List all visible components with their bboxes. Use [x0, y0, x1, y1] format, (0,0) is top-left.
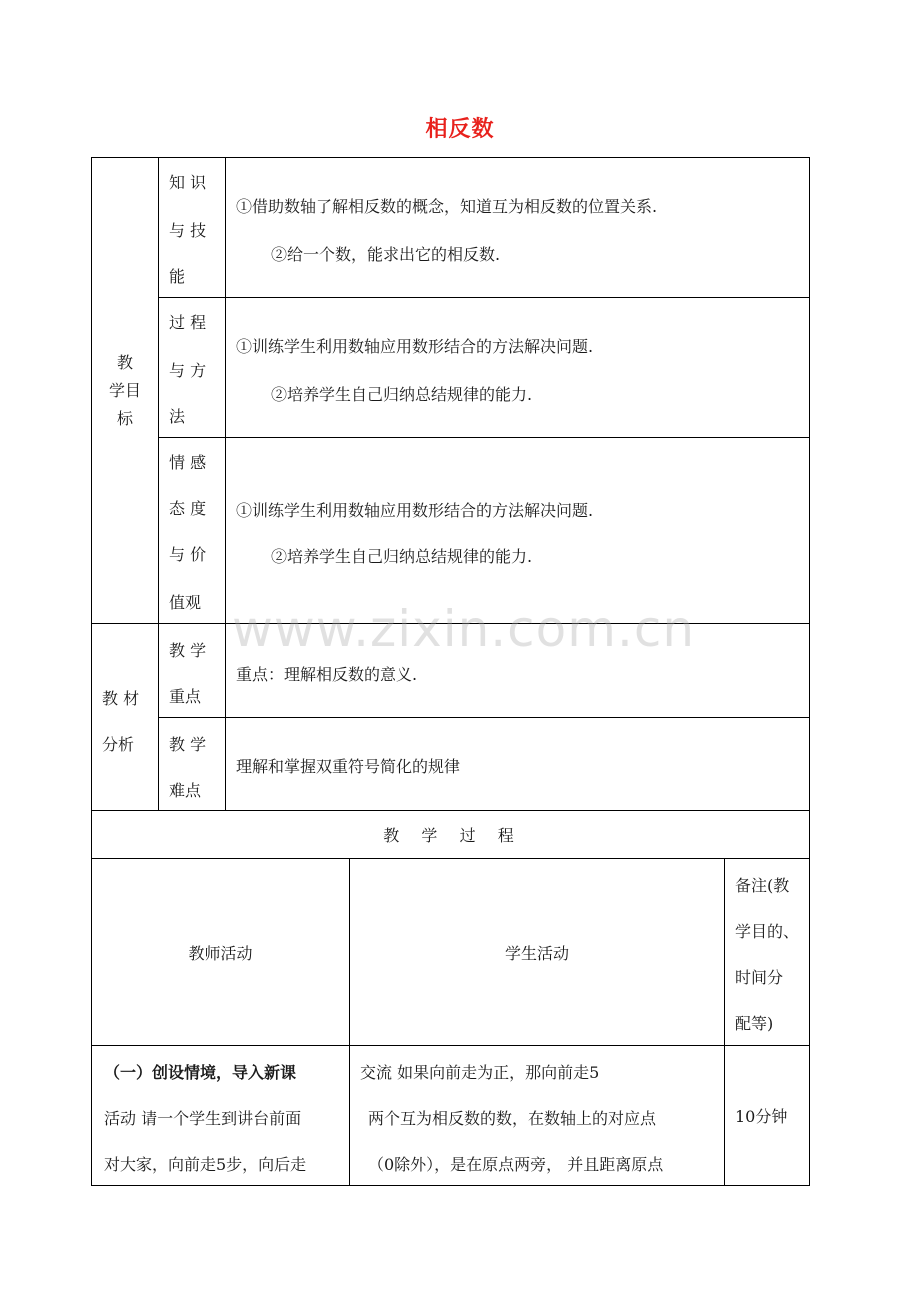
- difficulty-label-1: 教 学: [169, 735, 207, 754]
- process-header: 教 学 过 程: [383, 826, 518, 845]
- knowledge-label-2: 与 技: [169, 221, 207, 240]
- note-header-3: 时间分: [735, 968, 784, 987]
- key-point-label-cell: [158, 623, 226, 718]
- attitude-label-1: 情 感: [169, 453, 207, 472]
- attitude-label-2: 态 度: [169, 499, 207, 518]
- attitude-content-cell: [225, 437, 810, 624]
- objectives-label-2: 学目: [108, 380, 141, 400]
- student-line-2: 两个互为相反数的数，在数轴上的对应点: [368, 1109, 657, 1128]
- note-header-1: 备注(教: [735, 876, 790, 895]
- knowledge-line-1: ①借助数轴了解相反数的概念，知道互为相反数的位置关系.: [236, 197, 658, 216]
- analysis-label-cell: [91, 623, 159, 811]
- note-header-2: 学目的、: [735, 922, 800, 941]
- process-method-label-cell: [158, 297, 226, 438]
- teacher-activity-header-cell: [91, 858, 350, 1046]
- key-point-label-1: 教 学: [169, 641, 207, 660]
- process-line-1: ①训练学生利用数轴应用数形结合的方法解决问题.: [236, 337, 594, 356]
- watermark: www.zixin.com.cn: [232, 600, 696, 658]
- attitude-label-3: 与 价: [169, 545, 207, 564]
- difficulty-text: 理解和掌握双重符号简化的规律: [236, 757, 461, 776]
- teacher-line-2: 活动 请一个学生到讲台前面: [104, 1109, 302, 1128]
- difficulty-label-cell: [158, 717, 226, 811]
- attitude-line-2: ②培养学生自己归纳总结规律的能力.: [271, 547, 533, 566]
- difficulty-label-2: 难点: [169, 781, 202, 800]
- key-point-text: 重点：理解相反数的意义.: [236, 665, 418, 684]
- process-header-cell: [91, 810, 810, 859]
- teacher-activity-header: 教师活动: [188, 943, 253, 963]
- page-title: 相反数: [425, 117, 495, 142]
- knowledge-label-1: 知 识: [169, 173, 207, 192]
- note-header-4: 配等): [735, 1014, 774, 1033]
- attitude-label-4: 值观: [169, 593, 202, 612]
- teacher-activity-cell: [91, 1045, 350, 1186]
- knowledge-skill-label-cell: [158, 157, 226, 298]
- process-label-2: 与 方: [169, 361, 207, 380]
- process-method-content-cell: [225, 297, 810, 438]
- analysis-label-2: 分析: [102, 735, 135, 754]
- objectives-label-1: 教: [116, 352, 133, 372]
- student-activity-cell: [349, 1045, 725, 1186]
- process-line-2: ②培养学生自己归纳总结规律的能力.: [271, 385, 533, 404]
- objectives-label-cell: [91, 157, 159, 624]
- objectives-label-3: 标: [116, 408, 133, 428]
- knowledge-line-2: ②给一个数，能求出它的相反数.: [271, 245, 501, 264]
- student-line-1: 交流 如果向前走为正，那向前走5: [360, 1063, 600, 1082]
- note-time: 10分钟: [735, 1107, 788, 1126]
- note-cell: [724, 1045, 810, 1186]
- teacher-line-3: 对大家，向前走5步，向后走: [104, 1155, 307, 1174]
- student-activity-header-cell: [349, 858, 725, 1046]
- key-point-label-2: 重点: [169, 687, 202, 706]
- knowledge-label-3: 能: [169, 267, 186, 286]
- student-line-3: （0除外），是在原点两旁， 并且距离原点: [368, 1155, 664, 1174]
- attitude-label-cell: [158, 437, 226, 624]
- teacher-line-1: （一）创设情境，导入新课: [104, 1063, 297, 1082]
- analysis-label-1: 教 材: [102, 689, 140, 708]
- student-activity-header: 学生活动: [504, 943, 569, 963]
- process-label-1: 过 程: [169, 313, 207, 332]
- process-label-3: 法: [169, 407, 186, 426]
- attitude-line-1: ①训练学生利用数轴应用数形结合的方法解决问题.: [236, 501, 594, 520]
- knowledge-skill-content-cell: [225, 157, 810, 298]
- difficulty-content-cell: [225, 717, 810, 811]
- note-header-cell: [724, 858, 810, 1046]
